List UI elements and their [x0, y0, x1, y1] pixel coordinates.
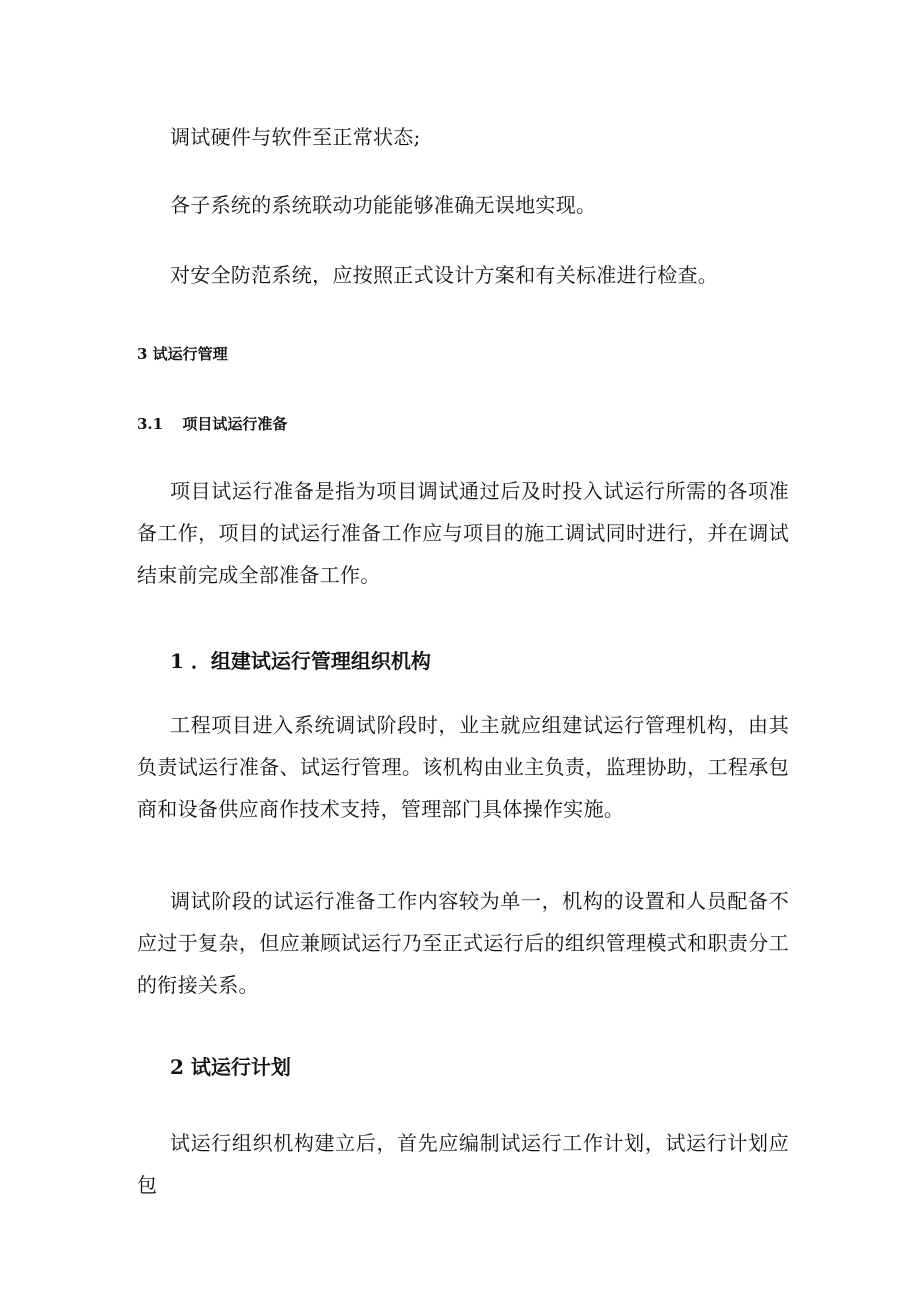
section-number: 3 [137, 345, 148, 363]
section-number: 3.1 [137, 415, 164, 433]
section-title: 项目试运行准备 [182, 415, 288, 433]
item-heading-1: 1 ．组建试运行管理组织机构 [170, 649, 431, 673]
paragraph-staffing: 调试阶段的试运行准备工作内容较为单一，机构的设置和人员配备不应过于复杂，但应兼顾试运行乃至正式运行后的组织管理模式和职责分工的衔接关系。 [137, 889, 789, 997]
paragraph-preparation-definition: 项目试运行准备是指为项目调试通过后及时投入试运行所需的各项准备工作，项目的试运行准备工作应与项目的施工调试同时进行，并在调试结束前完成全部准备工作。 [137, 479, 789, 587]
section-title: 试运行管理 [152, 345, 228, 363]
paragraph-security-check: 对安全防范系统，应按照正式设计方案和有关标准进行检查。 [170, 263, 719, 287]
paragraph-trial-plan: 试运行组织机构建立后，首先应编制试运行工作计划，试运行计划应包 [137, 1131, 789, 1197]
paragraph-hardware-software: 调试硬件与软件至正常状态; [170, 125, 421, 149]
paragraph-organization: 工程项目进入系统调试阶段时，业主就应组建试运行管理机构，由其负责试运行准备、试运行管理。该机构由业主负责，监理协助，工程承包商和设备供应商作技术支持，管理部门具体操作实施。 [137, 713, 789, 821]
paragraph-linkage-function: 各子系统的系统联动功能能够准确无误地实现。 [170, 193, 597, 217]
section-heading-3-1 [137, 414, 287, 434]
section-heading-3 [137, 344, 228, 364]
item-heading-2: 2 试运行计划 [170, 1055, 291, 1079]
